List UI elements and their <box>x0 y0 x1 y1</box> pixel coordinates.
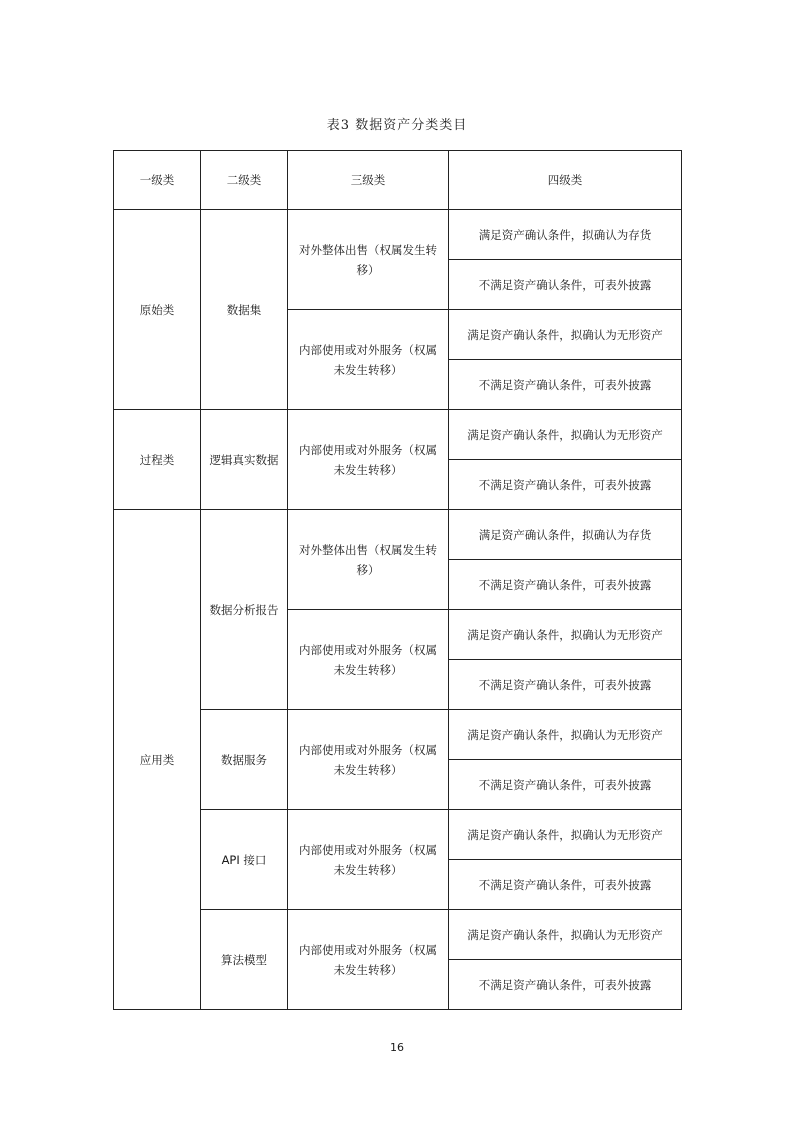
level4-cell-intangible: 满足资产确认条件，拟确认为无形资产 <box>449 710 682 760</box>
table-row <box>114 510 682 560</box>
level4-cell-intangible: 满足资产确认条件，拟确认为无形资产 <box>449 610 682 660</box>
table-row <box>114 210 682 260</box>
level2-cell-analysis-report: 数据分析报告 <box>201 510 288 710</box>
level2-cell-algorithm-model: 算法模型 <box>201 910 288 1010</box>
level3-cell-internal: 内部使用或对外服务（权属未发生转移） <box>288 610 449 710</box>
level3-cell-internal: 内部使用或对外服务（权属未发生转移） <box>288 710 449 810</box>
level4-cell-disclose: 不满足资产确认条件，可表外披露 <box>449 260 682 310</box>
level4-cell-disclose: 不满足资产确认条件，可表外披露 <box>449 760 682 810</box>
header-level4: 四级类 <box>449 151 682 210</box>
level3-cell-sale: 对外整体出售（权属发生转移） <box>288 510 449 610</box>
header-level1: 一级类 <box>114 151 201 210</box>
level2-cell-api: API 接口 <box>201 810 288 910</box>
level4-cell-intangible: 满足资产确认条件，拟确认为无形资产 <box>449 410 682 460</box>
level2-cell-data-service: 数据服务 <box>201 710 288 810</box>
level2-cell-dataset: 数据集 <box>201 210 288 410</box>
level1-cell-application: 应用类 <box>114 510 201 1010</box>
header-row <box>114 151 682 210</box>
level3-cell-internal: 内部使用或对外服务（权属未发生转移） <box>288 810 449 910</box>
level4-cell-disclose: 不满足资产确认条件，可表外披露 <box>449 560 682 610</box>
level4-cell-disclose: 不满足资产确认条件，可表外披露 <box>449 460 682 510</box>
level4-cell-disclose: 不满足资产确认条件，可表外披露 <box>449 960 682 1010</box>
level4-cell-disclose: 不满足资产确认条件，可表外披露 <box>449 860 682 910</box>
data-asset-classification-table <box>113 150 682 1010</box>
table-row <box>114 410 682 460</box>
level1-cell-process: 过程类 <box>114 410 201 510</box>
level1-cell-raw: 原始类 <box>114 210 201 410</box>
header-level3: 三级类 <box>288 151 449 210</box>
level4-cell-intangible: 满足资产确认条件，拟确认为无形资产 <box>449 810 682 860</box>
page-number: 16 <box>390 1041 404 1054</box>
level4-cell-inventory: 满足资产确认条件，拟确认为存货 <box>449 210 682 260</box>
header-level2: 二级类 <box>201 151 288 210</box>
level4-cell-inventory: 满足资产确认条件，拟确认为存货 <box>449 510 682 560</box>
level2-cell-logical-data: 逻辑真实数据 <box>201 410 288 510</box>
level3-cell-sale: 对外整体出售（权属发生转移） <box>288 210 449 310</box>
level3-cell-internal: 内部使用或对外服务（权属未发生转移） <box>288 310 449 410</box>
level4-cell-intangible: 满足资产确认条件，拟确认为无形资产 <box>449 310 682 360</box>
level4-cell-intangible: 满足资产确认条件，拟确认为无形资产 <box>449 910 682 960</box>
table-caption: 表3 数据资产分类类目 <box>326 118 468 133</box>
level3-cell-internal: 内部使用或对外服务（权属未发生转移） <box>288 410 449 510</box>
level4-cell-disclose: 不满足资产确认条件，可表外披露 <box>449 660 682 710</box>
level4-cell-disclose: 不满足资产确认条件，可表外披露 <box>449 360 682 410</box>
level3-cell-internal: 内部使用或对外服务（权属未发生转移） <box>288 910 449 1010</box>
